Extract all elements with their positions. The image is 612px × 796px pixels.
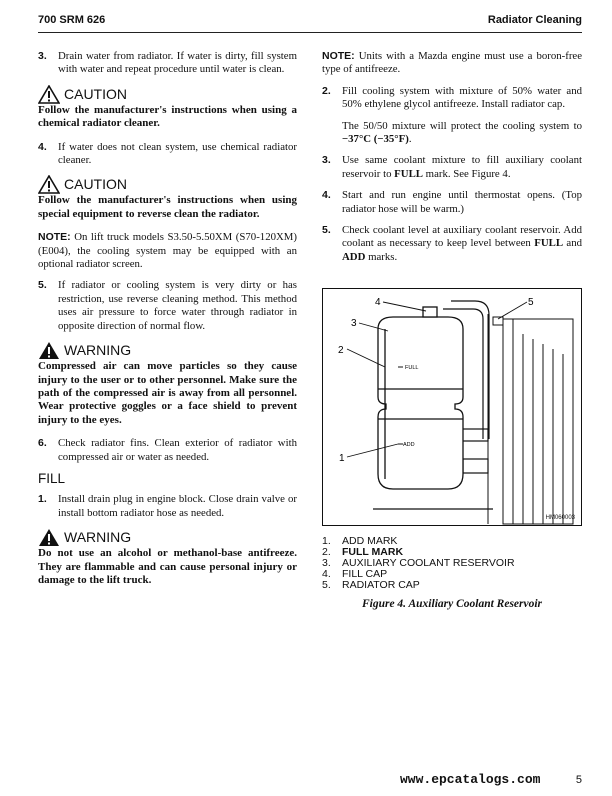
- header-rule: [38, 32, 582, 33]
- step-3-reservoir: [322, 154, 582, 181]
- step-number: 1.: [38, 493, 47, 506]
- step-3-drain: [38, 50, 297, 77]
- note-text: Units with a Mazda engine must use a boron-free type of antifreeze.: [322, 50, 583, 76]
- legend-item: [322, 580, 515, 591]
- legend-number: 4.: [322, 568, 331, 580]
- legend-number: 1.: [322, 535, 331, 547]
- document-code: 700 SRM 626: [38, 14, 106, 26]
- full-mark-text: FULL: [534, 237, 564, 250]
- step-number: 5.: [322, 224, 331, 237]
- note-label: NOTE:: [38, 231, 71, 244]
- step-text-mid: and: [563, 237, 582, 250]
- step-4-chemical: [38, 141, 297, 168]
- step-text: If water does not clean system, use chemical radiator cleaner.: [58, 140, 297, 167]
- warning-header-1: [38, 341, 297, 360]
- figure-4-illustration: [322, 288, 582, 526]
- caution-title: CAUTION: [64, 85, 127, 102]
- caution-triangle-icon: [38, 175, 60, 194]
- step-number: 3.: [322, 154, 331, 167]
- step-text: If radiator or cooling system is very dirty or has restriction, use reverse cleaning method. This method uses air pressure to force water through radiator in opposite direction of normal flow.: [58, 279, 297, 332]
- warning-triangle-icon: [38, 528, 60, 547]
- step-number: 3.: [38, 50, 47, 62]
- step-5-check-level: [322, 224, 582, 264]
- warning-body-1: Compressed air can move particles so they cause injury to the user or to other personnel. Make sure the path of the compressed air is away from all personnel. Wear protective goggles or a face shield to prevent injury to the eyes.: [38, 360, 297, 426]
- step-text: Install drain plug in engine block. Close drain valve or install bottom radiator hose as needed.: [58, 493, 297, 519]
- callout-4: 4: [375, 297, 381, 308]
- step-number: 4.: [322, 189, 331, 202]
- step-text-end: marks.: [365, 250, 398, 263]
- protection-end: .: [408, 133, 412, 146]
- full-mark-text: FULL: [394, 167, 423, 180]
- legend-number: 5.: [322, 579, 331, 591]
- add-mark-text: ADD: [342, 250, 366, 263]
- warning-title: WARNING: [64, 528, 132, 545]
- caution-header-1: [38, 85, 297, 104]
- full-mark-label: FULL: [405, 365, 419, 371]
- protection-text: The 50/50 mixture will protect the cooling system to: [342, 119, 582, 132]
- page-number: 5: [575, 774, 582, 786]
- coolant-reservoir-drawing: [323, 289, 581, 525]
- step-2-fill-mixture: [322, 85, 582, 147]
- warning-header-2: [38, 528, 297, 547]
- note-label: NOTE:: [322, 50, 355, 62]
- caution-header-2: [38, 175, 297, 194]
- note-text: On lift truck models S3.50-5.50XM (S70-120XM) (E004), the cooling system may be equipped with an optional radiator screen.: [38, 231, 297, 271]
- step-text-end: mark. See Figure 4.: [422, 167, 511, 180]
- step-6-fins: [38, 437, 297, 464]
- note-radiator-screen: [38, 231, 297, 271]
- figure-legend: [322, 536, 515, 591]
- legend-number: 3.: [322, 557, 331, 569]
- note-mazda: [322, 50, 582, 77]
- legend-text: FILL CAP: [342, 568, 388, 580]
- step-4-run-engine: [322, 189, 582, 216]
- callout-2: 2: [338, 345, 344, 356]
- figure-code: HM060003: [545, 515, 575, 521]
- warning-triangle-icon: [38, 341, 60, 360]
- step-number: 4.: [38, 140, 47, 153]
- figure-caption: Figure 4. Auxiliary Coolant Reservoir: [361, 598, 543, 610]
- left-column: [38, 50, 297, 597]
- radiator-drawing: [488, 314, 573, 524]
- step-number: 5.: [38, 279, 47, 292]
- legend-text: FULL MARK: [342, 546, 404, 558]
- step-5-reverse: [38, 279, 297, 333]
- section-title: Radiator Cleaning: [487, 14, 582, 26]
- add-mark-label: ADD: [403, 442, 415, 448]
- caution-title: CAUTION: [64, 176, 127, 193]
- callout-1: 1: [339, 453, 345, 464]
- callout-3: 3: [351, 318, 357, 329]
- legend-text: AUXILIARY COOLANT RESERVOIR: [342, 557, 515, 569]
- step-number: 6.: [38, 437, 47, 450]
- protection-temperature: −37°C (−35°F): [342, 133, 409, 146]
- caution-body-2: Follow the manufacturer's instructions when using special equipment to reverse clean the radiator.: [38, 194, 297, 220]
- step-text: Check radiator fins. Clean exterior of radiator with compressed air or water as needed.: [58, 437, 297, 463]
- legend-text: RADIATOR CAP: [342, 579, 420, 591]
- step-text: Drain water from radiator. If water is dirty, fill system with water and repeat procedure until water is clean.: [58, 50, 297, 76]
- step-text: Use same coolant mixture to fill auxiliary coolant reservoir to: [342, 154, 582, 180]
- fill-heading: FILL: [38, 470, 66, 486]
- reservoir-body: [378, 307, 463, 489]
- step-text: Check coolant level at auxiliary coolant reservoir. Add coolant as necessary to keep level between: [342, 224, 582, 250]
- legend-number: 2.: [322, 546, 331, 558]
- caution-triangle-icon: [38, 85, 60, 104]
- warning-title: WARNING: [64, 341, 132, 358]
- warning-body-2: Do not use an alcohol or methanol-base antifreeze. They are flammable and can cause personal injury or damage to the lift truck.: [38, 547, 297, 586]
- caution-body-1: Follow the manufacturer's instructions when using a chemical radiator cleaner.: [38, 103, 297, 130]
- callout-5: 5: [528, 297, 534, 308]
- footer-url: www.epcatalogs.com: [400, 772, 541, 787]
- step-text: Start and run engine until thermostat opens. (Top radiator hose will be warm.): [342, 189, 582, 215]
- legend-text: ADD MARK: [342, 535, 398, 547]
- step-number: 2.: [322, 84, 331, 97]
- fill-step-1: [38, 493, 297, 520]
- step-text: Fill cooling system with mixture of 50% water and 50% ethylene glycol antifreeze. Install radiator cap.: [342, 84, 582, 111]
- step-2-protection: [342, 120, 582, 147]
- right-column: [322, 50, 582, 272]
